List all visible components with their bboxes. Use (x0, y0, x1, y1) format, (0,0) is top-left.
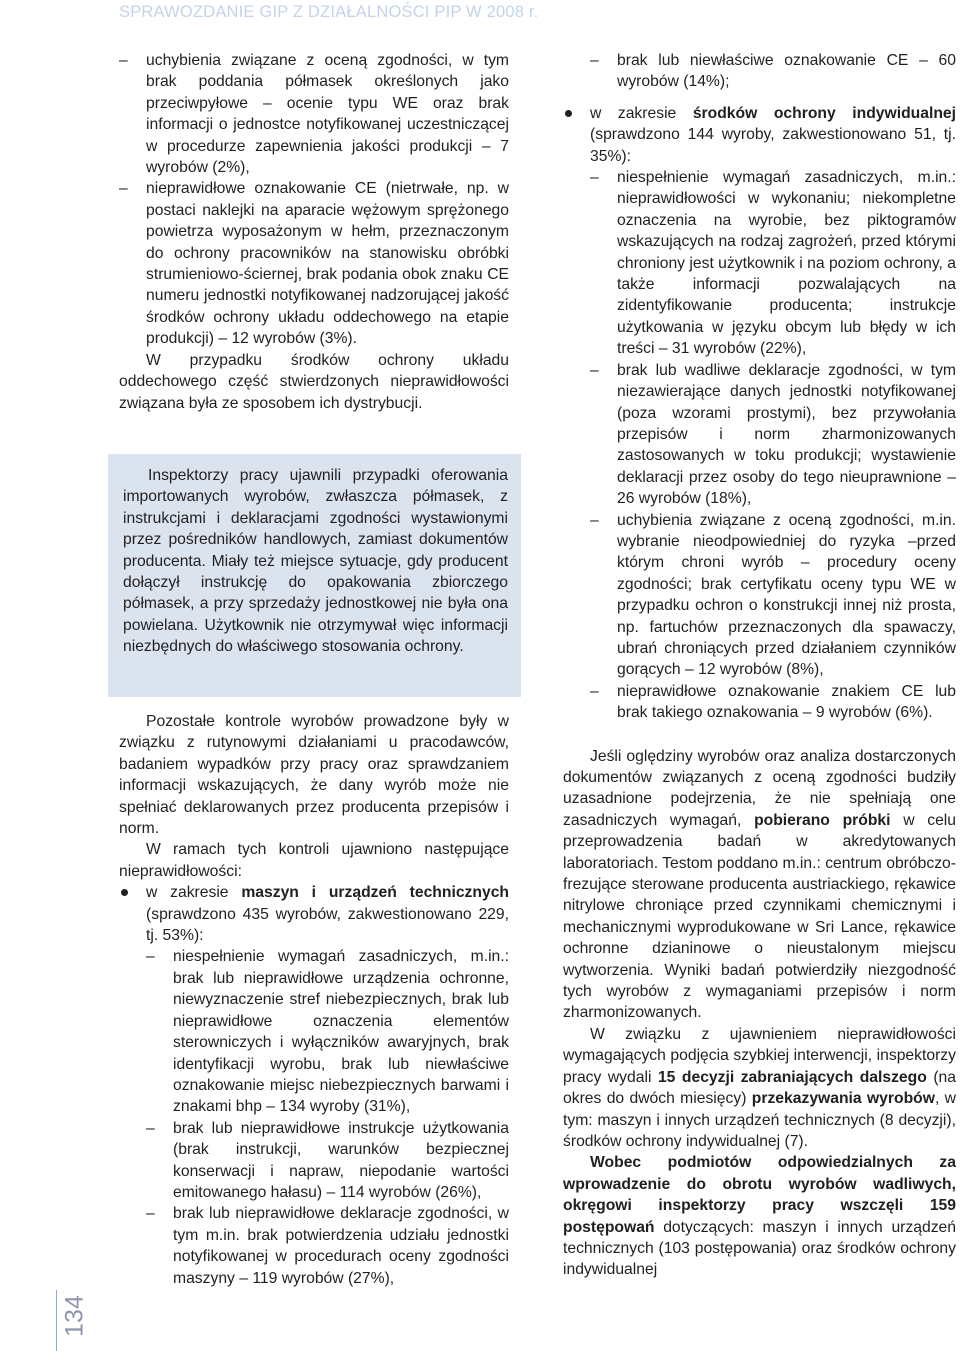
highlight-paragraph: Inspektorzy pracy ujawnili przypadki oferowania importowanych wyrobów, zwłaszcza półmasek, z instrukcjami i deklaracjami zgodności wystawionymi przez pośredników handlowych, zamiast dokumentów producenta. Miały też miejsce sytuacje, gdy producent dołączył instrukcję do opakowania zbiorczego półmasek, a przy sprzedaży jednostkowej nie była ona powielana. Użytkownik nie otrzymywał więc informacji niezbędnych do właściwego stosowania ochrony. (123, 467, 508, 656)
list-item (590, 360, 956, 510)
list-item-text: brak lub nieprawidłowe instrukcje użytkowania (brak instrukcji, warunków bezpiecznej konserwacji i napraw, niepodanie wartości emitowanego hałasu) – 114 wyrobów (26%), (173, 1119, 509, 1201)
page-number-rule (56, 1290, 57, 1351)
dash-marker: – (119, 52, 128, 69)
paragraph: Pozostałe kontrole wyrobów prowadzone były w związku z rutynowymi działaniami u pracodawców, badaniem wypadków przy pracy oraz sprawdzaniem informacji wskazujących, że dany wyrób może nie spełniać deklarowanych przez producenta przepisów i norm. (119, 713, 509, 838)
bullet-item (119, 882, 509, 946)
dash-marker: – (590, 361, 599, 379)
dash-marker: – (590, 169, 599, 187)
left-column (119, 50, 509, 414)
list-item (146, 946, 509, 1117)
left-column-lower (119, 711, 509, 1289)
dash-marker: – (146, 1205, 155, 1223)
page-number-text: 134 (60, 1295, 89, 1337)
bullet-dot-icon (119, 882, 146, 946)
page-header: SPRAWOZDANIE GIP Z DZIAŁALNOŚCI PIP W 2008 r. (119, 3, 539, 21)
highlight-box-text (123, 465, 508, 658)
bullet-item-text: w zakresie środków ochrony indywidualnej (sprawdzono 144 wyroby, zakwestionowano 51, tj. 35%): (590, 104, 956, 165)
list-item-text: uchybienia związane z oceną zgodności, m.in. wybranie nieodpowiedniej do ryzyka –przed którym chroni wyrób – procedury oceny zgodności; brak certyfikatu oceny typu WE w przypadku ochron o konstrukcji innej niż prosta, np. fartuchów przeznaczonych dla spawaczy, ubrań chroniących przed działaniem czynników gorących – 12 wyrobów (8%), (617, 511, 956, 679)
list-item-text: brak lub nieprawidłowe deklaracje zgodności, w tym m.in. brak potwierdzenia udziału jednostki notyfikowanej w procedurach oceny zgodności maszyny – 119 wyrobów (27%), (173, 1205, 509, 1287)
page-number (60, 1296, 90, 1336)
bullet-dot-icon (563, 103, 590, 167)
list-item-text: brak lub wadliwe deklaracje zgodności, w tym niezawierające danych jednostki notyfikowanej (poza wzorami prostymi), bez przywołania przepisów i norm zharmonizowanych zastosowanych w toku produkcji; wystawienie deklaracji przez osoby do tego nieuprawnione – 26 wyrobów (18%), (617, 361, 956, 508)
list-item (590, 510, 956, 681)
list-item (119, 178, 509, 349)
bullet-item-text: w zakresie maszyn i urządzeń technicznych (sprawdzono 435 wyrobów, zakwestionowano 229, tj. 53%): (146, 884, 509, 945)
dash-marker: – (119, 180, 128, 198)
list-item (590, 167, 956, 360)
bullet-item (563, 103, 956, 167)
dash-marker: – (590, 511, 599, 529)
right-column (563, 50, 956, 1281)
list-item (590, 681, 956, 724)
list-item-text: nieprawidłowe oznakowanie CE (nietrwałe, np. w postaci naklejki na aparacie wężowym sprężonego powietrza wyposażonym w hełm, przeznaczonym do ochrony pracowników na stanowisku obróbki strumieniowo-ściernej, brak podania obok znaku CE numeru jednostki notyfikowanej nadzorującej jakość środków ochrony układu oddechowego na etapie produkcji) – 12 wyrobów (3%). (146, 180, 509, 348)
list-item-text: uchybienia związane z oceną zgodności, w tym brak poddania półmasek określonych jako przeciwpyłowe – ocenie typu WE oraz brak informacji o jednostce notyfikowanej uczestniczącej w procedurze zapewnienia jakości produkcji – 7 wyrobów (2%), (146, 52, 509, 177)
list-item (146, 1203, 509, 1289)
dash-marker: – (590, 682, 599, 700)
list-item-text: nieprawidłowe oznakowanie znakiem CE lub brak takiego oznakowania – 9 wyrobów (6%). (617, 682, 956, 722)
paragraph: Wobec podmiotów odpowiedzialnych za wprowadzenie do obrotu wyrobów wadliwych, okręgowi inspektorzy pracy wszczęli 159 postępowań dotyczących: maszyn i innych urządzeń technicznych (103 postępowania) oraz środków ochrony indywidualnej (563, 1154, 956, 1279)
paragraph: W przypadku środków ochrony układu oddechowego część stwierdzonych nieprawidłowości związana była ze sposobem ich dystrybucji. (119, 351, 509, 412)
list-item (590, 50, 956, 93)
list-item (119, 50, 509, 178)
paragraph: W ramach tych kontroli ujawniono następujące nieprawidłowości: (119, 841, 509, 880)
paragraph: Jeśli oględziny wyrobów oraz analiza dostarczonych dokumentów związanych z oceną zgodności budziły uzasadnione podejrzenia, że nie spełniają one zasadniczych wymagań, pobierano próbki w celu przeprowadzenia badań w akredytowanych laboratoriach. Testom poddano m.in.: centrum obróbczo-frezujące sterowane producenta austriackiego, rękawice nitrylowe chroniące przed czynnikami chemicznymi i mechanicznymi wyprodukowane w Sri Lance, rękawice ochronne dzianinowe o nieustalonym miejscu wytworzenia. Wyniki badań potwierdziły niezgodność tych wyrobów z wymaganiami przepisów i norm zharmonizowanych. (563, 747, 957, 1022)
list-item-text: niespełnienie wymagań zasadniczych, m.in.: brak lub nieprawidłowe urządzenia ochronne, niewyznaczenie stref niebezpiecznych, brak lub nieprawidłowe oznaczenia elementów sterowniczych i wyłączników awaryjnych, brak identyfikacji wyrobu, brak lub niewłaściwe oznakowanie miejsc niebezpiecznych barwami i znakami bhp – 134 wyroby (31%), (173, 948, 509, 1116)
dash-marker: – (146, 1119, 155, 1137)
dash-marker: – (146, 948, 155, 966)
paragraph: W związku z ujawnieniem nieprawidłowości wymagających podjęcia szybkiej interwencji, inspektorzy pracy wydali 15 decyzji zabraniających dalszego (na okres do dwóch miesięcy) przekazywania wyrobów, w tym: maszyn i innych urządzeń technicznych (8 decyzji), środków ochrony indywidualnej (7). (563, 1025, 956, 1150)
list-item-text: brak lub niewłaściwe oznakowanie CE – 60 wyrobów (14%); (617, 52, 956, 91)
list-item-text: niespełnienie wymagań zasadniczych, m.in.: nieprawidłowości w wykonaniu; niekompletne oznaczenia na wyrobie, bez piktogramów wskazujących na rodzaj zagrożeń, przed którymi chroniony jest użytkownik i na poziom ochrony, a także informacji pozwalających na zidentyfikowanie producenta; instrukcje użytkowania w języku obcym lub błędy w ich treści – 31 wyrobów (22%), (617, 169, 956, 358)
dash-marker: – (590, 52, 599, 69)
list-item (146, 1118, 509, 1204)
